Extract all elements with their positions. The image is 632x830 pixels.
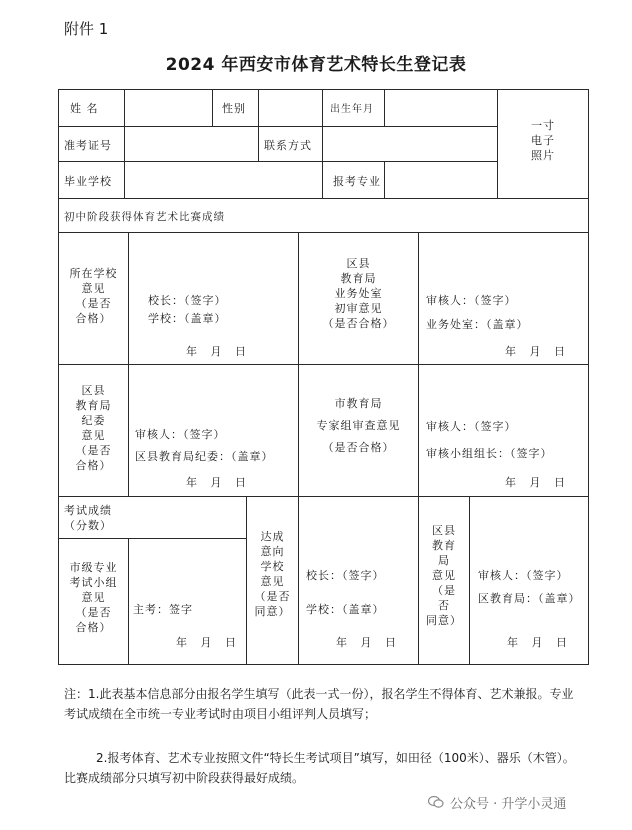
wechat-icon <box>428 795 444 809</box>
date-line: 年 月 日 <box>186 345 247 358</box>
department-seal: 业务处室：（盖章） <box>426 318 529 331</box>
award-field[interactable] <box>260 199 588 232</box>
exam-score-label: 考试成绩 （分数） <box>64 504 112 532</box>
city-bureau-label: 市教育局 专家组审查意见 （是否合格） <box>316 397 401 454</box>
birth-field[interactable] <box>385 90 496 126</box>
date-line: 年 月 日 <box>505 345 566 358</box>
group-leader-signature: 审核小组组长：（签字） <box>426 447 553 460</box>
reviewer-signature: 审核人：（签字） <box>478 569 569 582</box>
name-label: 姓 名 <box>70 102 99 115</box>
date-line: 年 月 日 <box>505 476 566 489</box>
district-opinion-label: 区县 教育 局 意见 （是 否 同意） <box>426 524 462 627</box>
gender-label: 性别 <box>222 102 246 115</box>
reviewer-signature: 审核人：（签字） <box>426 294 517 307</box>
discipline-opinion-label: 区县 教育局 纪委 意见 （是否 合格） <box>75 384 112 472</box>
discipline-seal: 区县教育局纪委：（盖章） <box>135 450 274 463</box>
district-bureau-label: 区县 教育局 业务处室 初审意见 （是否合格） <box>322 257 395 330</box>
examiner-signature: 主考：签字 <box>133 603 193 616</box>
school-opinion-label: 所在学校 意见 （是否 合格） <box>69 267 118 325</box>
principal-signature: 校长：（签字） <box>306 569 385 582</box>
school-field[interactable] <box>125 162 321 198</box>
exam-number-label: 准考证号 <box>64 139 112 152</box>
date-line: 年 月 日 <box>176 636 237 649</box>
major-label: 报考专业 <box>333 175 381 188</box>
principal-signature: 校长：（签字） <box>148 294 227 307</box>
contact-field[interactable] <box>323 127 497 161</box>
note-1: 注：1.此表基本信息部分由报名学生填写（此表一式一份），报名学生不得体育、艺术兼报。专业考试成绩在全市统一专业考试时由项目小组评判人员填写； <box>64 687 574 721</box>
attachment-label: 附件 1 <box>64 20 109 38</box>
school-seal: 学校：（盖章） <box>306 603 385 616</box>
form-title: 2024 年西安市体育艺术特长生登记表 <box>165 55 467 75</box>
award-label: 初中阶段获得体育艺术比赛成绩 <box>64 211 225 223</box>
city-group-label: 市级专业 考试小组 意见 （是否 合格） <box>69 561 118 634</box>
bureau-seal: 区教育局：（盖章） <box>478 592 581 605</box>
photo-placeholder[interactable]: 一寸 电子 照片 <box>531 119 555 162</box>
exam-number-field[interactable] <box>125 127 257 161</box>
target-school-label: 达成 意向 学校 意见 （是否 同意） <box>254 530 291 618</box>
name-field[interactable] <box>125 90 211 126</box>
date-line: 年 月 日 <box>336 636 397 649</box>
gender-field[interactable] <box>259 90 321 126</box>
watermark: 公众号 · 升学小灵通 <box>450 797 567 812</box>
date-line: 年 月 日 <box>186 476 247 489</box>
birth-label: 出生年月 <box>330 104 374 115</box>
reviewer-signature: 审核人：（签字） <box>135 428 226 441</box>
note-2: 2.报考体育、艺术专业按照文件“特长生考试项目”填写，如田径（100米）、器乐（木管）。比赛成绩部分只填写初中阶段获得最好成绩。 <box>64 751 575 785</box>
date-line: 年 月 日 <box>507 636 568 649</box>
school-seal: 学校：（盖章） <box>148 312 227 325</box>
contact-label: 联系方式 <box>264 139 312 152</box>
reviewer-signature: 审核人：（签字） <box>426 420 517 433</box>
exam-score-field[interactable] <box>129 497 245 537</box>
school-label: 毕业学校 <box>64 175 112 188</box>
major-field[interactable] <box>385 162 496 198</box>
